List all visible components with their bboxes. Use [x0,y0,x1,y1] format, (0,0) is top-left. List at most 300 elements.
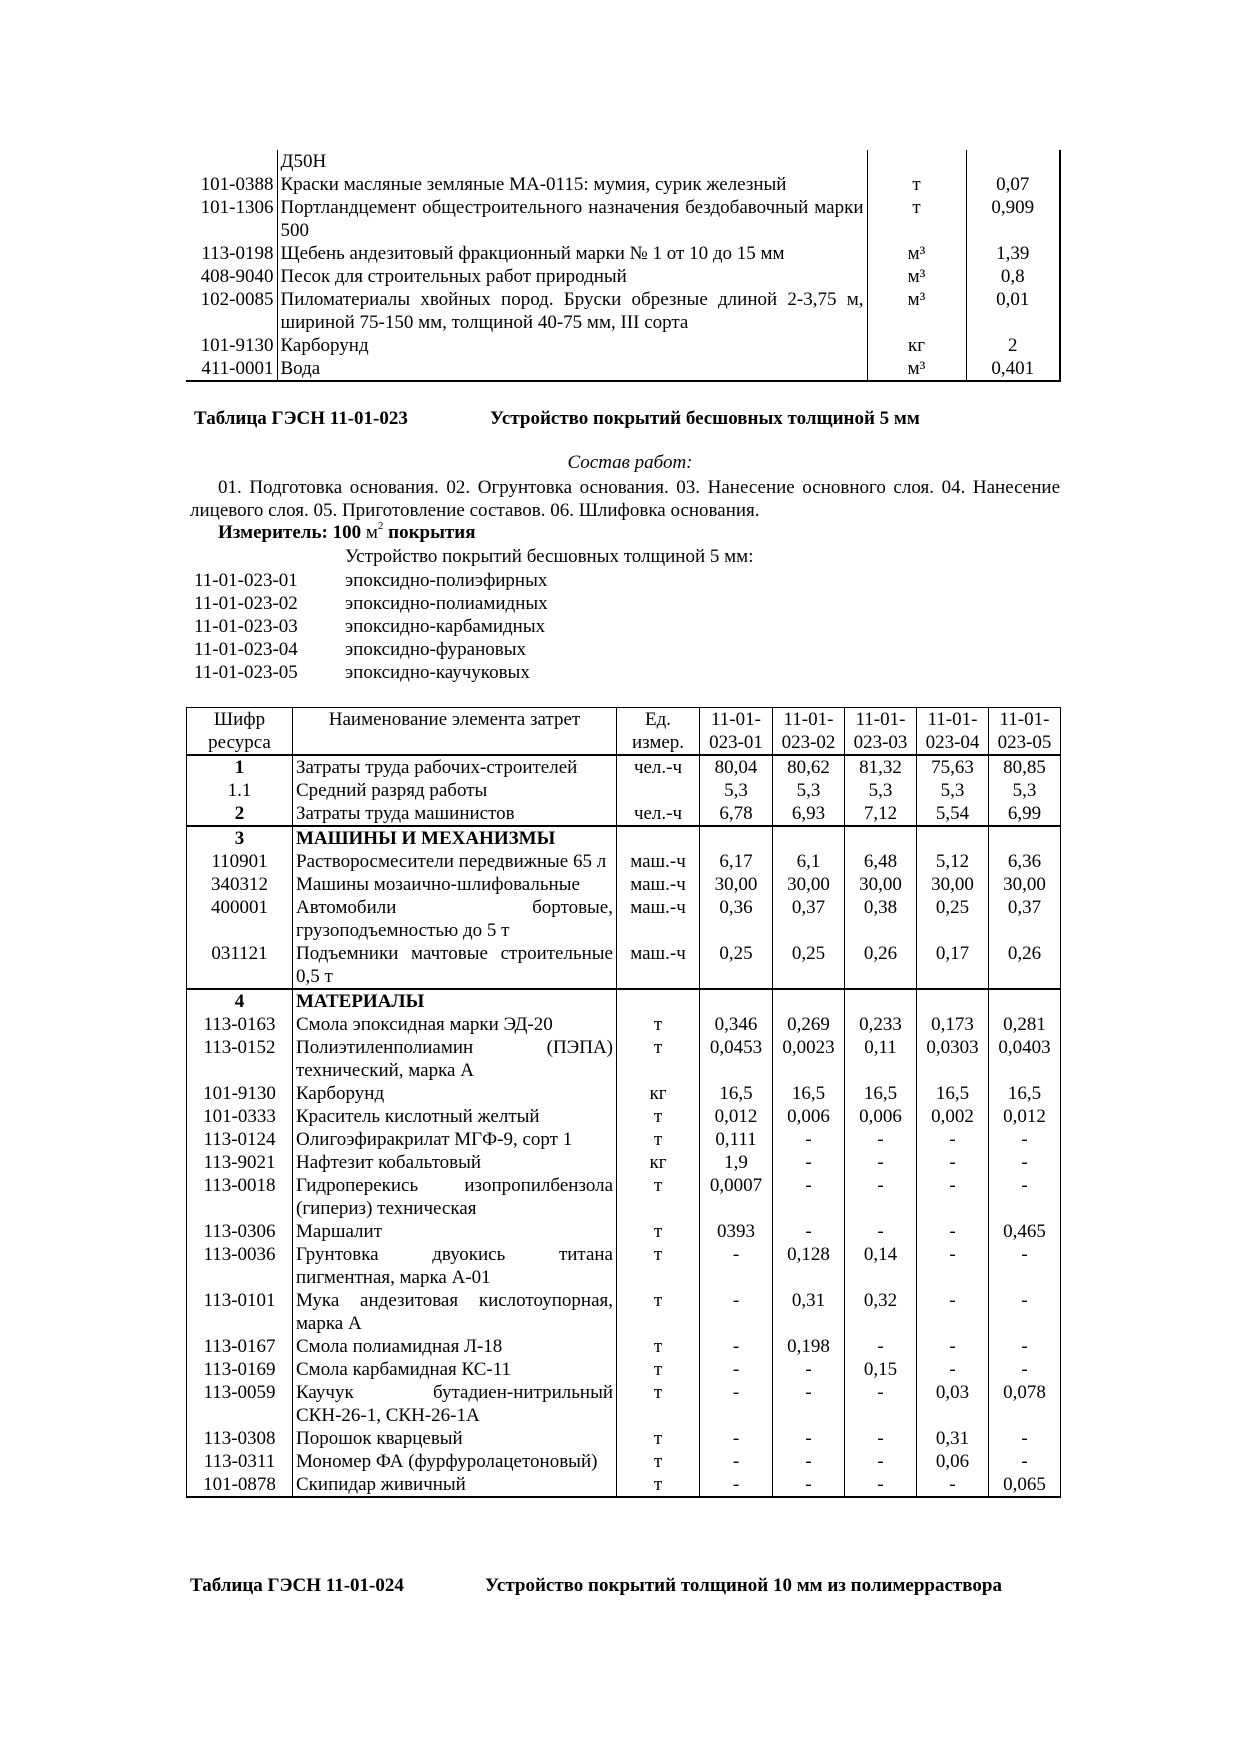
row-value-2: 0,25 [773,942,845,989]
resource-qty: 0,01 [966,288,1060,334]
row-name: Гидроперекись изопропилбензола (гипериз) техническая [293,1174,617,1220]
row-value-5: 0,37 [989,896,1061,942]
row-value-2: - [773,1174,845,1220]
row-value-2: - [773,1358,845,1381]
table-row [187,755,1061,779]
meter-line [218,522,475,544]
row-value-2: - [773,1450,845,1473]
row-value-3: 0,38 [845,896,917,942]
row-unit: чел.-ч [617,755,700,779]
resource-qty: 0,07 [966,173,1060,196]
row-value-3: 0,233 [845,1013,917,1036]
row-value-1: - [700,1427,773,1450]
row-value-5: 0,078 [989,1381,1061,1427]
list-item [194,661,548,684]
table-row [187,1105,1061,1128]
row-name: МАШИНЫ И МЕХАНИЗМЫ [293,826,617,850]
row-value-4: - [917,1151,989,1174]
resource-name: Щебень андезитовый фракционный марки № 1 от 10 до 15 мм [277,242,867,265]
row-unit: т [617,1335,700,1358]
row-value-2: - [773,1381,845,1427]
row-value-2: 0,31 [773,1289,845,1335]
row-value-1: - [700,1473,773,1497]
row-value-5: 0,0403 [989,1036,1061,1082]
resource-name: Карборунд [277,334,867,357]
row-value-2: - [773,1220,845,1243]
table-row [187,1128,1061,1151]
row-value-4: 30,00 [917,873,989,896]
table-row [187,1381,1061,1427]
row-code: 113-0308 [187,1427,293,1450]
row-value-5: - [989,1128,1061,1151]
row-value-4: - [917,1243,989,1289]
meter-unit-sup: 2 [377,520,384,532]
variant-code: 11-01-023-05 [194,662,298,683]
variant-code: 11-01-023-03 [194,616,298,637]
resource-table [186,707,1061,1498]
table-row [187,1151,1061,1174]
header-variant-4: 11-01-023-04 [917,708,989,756]
row-name: Маршалит [293,1220,617,1243]
row-value-4: 5,12 [917,850,989,873]
resource-qty: 0,8 [966,265,1060,288]
resource-unit: т [867,173,966,196]
row-value-4: 5,3 [917,779,989,802]
row-value-3: 0,15 [845,1358,917,1381]
resource-qty [966,150,1060,173]
row-value-5: 80,85 [989,755,1061,779]
resource-name: Краски масляные земляные МА-0115: мумия, сурик железный [277,173,867,196]
row-name: Карборунд [293,1082,617,1105]
row-unit [617,989,700,1013]
row-code: 113-0163 [187,1013,293,1036]
resource-qty: 0,401 [966,357,1060,381]
row-value-5: 0,012 [989,1105,1061,1128]
row-code: 113-0311 [187,1450,293,1473]
row-value-3: - [845,1381,917,1427]
row-value-4: 0,002 [917,1105,989,1128]
row-value-3: - [845,1427,917,1450]
table-row [187,779,1061,802]
table-row [187,1289,1061,1335]
row-unit: т [617,1473,700,1497]
row-code: 113-0169 [187,1358,293,1381]
row-code: 113-9021 [187,1151,293,1174]
table-row [186,357,1060,381]
resource-unit: кг [867,334,966,357]
row-value-5: 6,36 [989,850,1061,873]
row-value-4: - [917,1473,989,1497]
row-name: Нафтезит кобальтовый [293,1151,617,1174]
row-value-2 [773,989,845,1013]
table-row [187,1358,1061,1381]
row-value-4: 0,25 [917,896,989,942]
row-value-1: - [700,1335,773,1358]
table-row [186,242,1060,265]
row-value-1: - [700,1243,773,1289]
row-value-5: - [989,1335,1061,1358]
row-code: 340312 [187,873,293,896]
row-value-5: - [989,1289,1061,1335]
next-table-title-heading: Устройство покрытий толщиной 10 мм из полимерраствора [485,1575,1002,1596]
row-value-1: 0,36 [700,896,773,942]
row-name: Затраты труда рабочих-строителей [293,755,617,779]
row-name: МАТЕРИАЛЫ [293,989,617,1013]
table-row [187,1473,1061,1497]
row-value-1: 0,0007 [700,1174,773,1220]
resource-code: 101-1306 [200,197,274,218]
row-code: 110901 [187,850,293,873]
row-value-3: 5,3 [845,779,917,802]
resource-name: Пиломатериалы хвойных пород. Бруски обрезные длиной 2-3,75 м, шириной 75-150 мм, толщиной 40-75 мм, III сорта [277,288,867,334]
resource-name: Вода [277,357,867,381]
resource-unit: т [867,196,966,242]
row-name: Мономер ФА (фурфуролацетоновый) [293,1450,617,1473]
row-value-5: 16,5 [989,1082,1061,1105]
row-code: 113-0306 [187,1220,293,1243]
table-row [187,1036,1061,1082]
row-code: 113-0101 [187,1289,293,1335]
meter-label: Измеритель: 100 [218,522,366,543]
row-value-3: 0,006 [845,1105,917,1128]
row-name: Полиэтиленполиамин (ПЭПА) технический, марка А [293,1036,617,1082]
row-value-1: 80,04 [700,755,773,779]
table-row [187,873,1061,896]
row-name: Каучук бутадиен-нитрильный СКН-26-1, СКН-26-1А [293,1381,617,1427]
row-code: 101-0878 [187,1473,293,1497]
row-unit: т [617,1036,700,1082]
row-name: Автомобили бортовые, грузоподъемностью до 5 т [293,896,617,942]
row-value-4: - [917,1335,989,1358]
resource-unit: м³ [867,288,966,334]
row-value-1: 1,9 [700,1151,773,1174]
row-value-3: - [845,1335,917,1358]
row-value-1: 6,17 [700,850,773,873]
row-value-3: - [845,1220,917,1243]
row-value-3: 0,26 [845,942,917,989]
row-value-4: 0,17 [917,942,989,989]
resource-code: 101-0388 [200,174,274,195]
header-unit: Ед. измер. [617,708,700,756]
header-variant-2: 11-01-023-02 [773,708,845,756]
row-value-4: 0,173 [917,1013,989,1036]
row-value-5 [989,989,1061,1013]
row-value-5: - [989,1174,1061,1220]
list-item [194,615,548,638]
row-value-5: - [989,1151,1061,1174]
table-row [187,1243,1061,1289]
row-value-1: 0393 [700,1220,773,1243]
resource-qty: 0,909 [966,196,1060,242]
row-value-5: 30,00 [989,873,1061,896]
row-value-3 [845,989,917,1013]
row-name: Порошок кварцевый [293,1427,617,1450]
row-value-2: 16,5 [773,1082,845,1105]
row-value-5: 0,281 [989,1013,1061,1036]
row-unit: чел.-ч [617,802,700,826]
row-value-3: 0,14 [845,1243,917,1289]
row-value-3: 0,11 [845,1036,917,1082]
row-code: 2 [187,802,293,826]
composition-title: Состав работ: [567,452,693,473]
variant-name: эпоксидно-фурановых [345,639,527,660]
row-unit: маш.-ч [617,896,700,942]
table-row [187,1450,1061,1473]
row-unit: т [617,1289,700,1335]
row-name: Грунтовка двуокись титана пигментная, марка А-01 [293,1243,617,1289]
row-unit [617,826,700,850]
row-value-1 [700,989,773,1013]
row-code: 1.1 [187,779,293,802]
row-name: Затраты труда машинистов [293,802,617,826]
row-code: 4 [187,989,293,1013]
table-title-heading: Устройство покрытий бесшовных толщиной 5 мм [490,408,920,429]
row-code: 113-0124 [187,1128,293,1151]
row-value-2: - [773,1427,845,1450]
row-name: Скипидар живичный [293,1473,617,1497]
variant-code: 11-01-023-02 [194,593,298,614]
list-item [194,569,548,592]
row-value-1: 0,346 [700,1013,773,1036]
table-row [187,1174,1061,1220]
table-row [186,288,1060,334]
row-value-4: - [917,1289,989,1335]
row-value-3: 7,12 [845,802,917,826]
row-value-4: 5,54 [917,802,989,826]
row-value-2: 80,62 [773,755,845,779]
resource-code: 408-9040 [200,266,274,287]
meter-suffix: покрытия [383,522,476,543]
row-unit: т [617,1427,700,1450]
row-value-3: 0,32 [845,1289,917,1335]
row-name: Подъемники мачтовые строительные 0,5 т [293,942,617,989]
row-value-2: 6,93 [773,802,845,826]
row-value-3: 6,48 [845,850,917,873]
row-value-3: - [845,1473,917,1497]
list-item [194,638,548,661]
row-code: 113-0167 [187,1335,293,1358]
row-name: Смола полиамидная Л-18 [293,1335,617,1358]
row-name: Смола карбамидная КС-11 [293,1358,617,1381]
row-code: 113-0018 [187,1174,293,1220]
row-code: 113-0152 [187,1036,293,1082]
resource-code: 113-0198 [201,243,274,264]
row-value-2: 0,37 [773,896,845,942]
row-name: Средний разряд работы [293,779,617,802]
row-unit: маш.-ч [617,850,700,873]
row-value-4: 0,0303 [917,1036,989,1082]
row-code: 113-0036 [187,1243,293,1289]
row-value-2: - [773,1128,845,1151]
row-value-3: - [845,1450,917,1473]
row-value-1: 0,012 [700,1105,773,1128]
resource-code: 411-0001 [186,357,277,381]
row-value-3: - [845,1174,917,1220]
row-unit: кг [617,1082,700,1105]
table-code-heading: Таблица ГЭСН 11-01-023 [194,408,408,429]
header-name: Наименование элемента затрет [293,708,617,756]
row-name: Машины мозаично-шлифовальные [293,873,617,896]
row-value-2: - [773,1473,845,1497]
table-header-row [187,708,1061,756]
table-row [186,265,1060,288]
row-value-4 [917,826,989,850]
row-value-2: 0,128 [773,1243,845,1289]
row-unit [617,779,700,802]
row-value-4 [917,989,989,1013]
row-name: Мука андезитовая кислотоупорная, марка А [293,1289,617,1335]
row-name: Олигоэфиракрилат МГФ-9, сорт 1 [293,1128,617,1151]
row-value-4: 16,5 [917,1082,989,1105]
resource-name: Д50Н [277,150,867,173]
variant-code: 11-01-023-04 [194,639,298,660]
row-value-1: 0,111 [700,1128,773,1151]
row-value-4: 0,31 [917,1427,989,1450]
row-value-4: - [917,1128,989,1151]
row-value-1: 5,3 [700,779,773,802]
row-value-2: 6,1 [773,850,845,873]
row-value-1: 16,5 [700,1082,773,1105]
row-value-3: 16,5 [845,1082,917,1105]
row-unit: маш.-ч [617,942,700,989]
table-row [186,196,1060,242]
table-row [187,850,1061,873]
next-table-code-heading: Таблица ГЭСН 11-01-024 [190,1575,404,1596]
row-code: 113-0059 [187,1381,293,1427]
resource-unit: м³ [867,242,966,265]
variant-code: 11-01-023-01 [194,570,298,591]
row-value-4: 0,03 [917,1381,989,1427]
variants-intro: Устройство покрытий бесшовных толщиной 5 мм: [345,546,754,567]
row-code: 400001 [187,896,293,942]
row-value-3: 30,00 [845,873,917,896]
row-code: 031121 [187,942,293,989]
row-value-2: 0,269 [773,1013,845,1036]
table-row [187,802,1061,826]
variant-name: эпоксидно-карбамидных [345,616,546,637]
row-value-4: - [917,1220,989,1243]
row-value-1 [700,826,773,850]
row-code: 1 [187,755,293,779]
row-unit: маш.-ч [617,873,700,896]
row-unit: т [617,1128,700,1151]
row-name: Смола эпоксидная марки ЭД-20 [293,1013,617,1036]
row-value-1: 6,78 [700,802,773,826]
row-unit: кг [617,1151,700,1174]
row-value-5: 6,99 [989,802,1061,826]
resource-unit [867,150,966,173]
header-variant-5: 11-01-023-05 [989,708,1061,756]
table-row [187,1220,1061,1243]
table-row [187,826,1061,850]
row-value-1: - [700,1381,773,1427]
table-row [187,896,1061,942]
row-value-4: 75,63 [917,755,989,779]
table-row [187,1427,1061,1450]
resource-name: Песок для строительных работ природный [277,265,867,288]
table-row [187,1013,1061,1036]
row-value-1: - [700,1358,773,1381]
row-value-4: 0,06 [917,1450,989,1473]
row-value-5: 0,065 [989,1473,1061,1497]
composition-text: 01. Подготовка основания. 02. Огрунтовка основания. 03. Нанесение основного слоя. 04. Нанесение лицевого слоя. 05. Приготовление составов. 06. Шлифовка основания. [190,477,1060,521]
table-row [187,1082,1061,1105]
row-name: Краситель кислотный желтый [293,1105,617,1128]
row-value-1: - [700,1450,773,1473]
row-value-1: - [700,1289,773,1335]
row-value-2: 0,0023 [773,1036,845,1082]
row-value-4: - [917,1358,989,1381]
row-unit: т [617,1013,700,1036]
header-variant-1: 11-01-023-01 [700,708,773,756]
header-code: Шифр ресурса [187,708,293,756]
row-code: 3 [187,826,293,850]
row-value-2: 0,198 [773,1335,845,1358]
row-value-5: - [989,1427,1061,1450]
row-unit: т [617,1450,700,1473]
row-unit: т [617,1358,700,1381]
resource-qty: 1,39 [966,242,1060,265]
row-value-5: - [989,1243,1061,1289]
table-row [186,334,1060,357]
row-value-5 [989,826,1061,850]
row-code: 101-9130 [187,1082,293,1105]
variant-name: эпоксидно-каучуковых [345,662,530,683]
row-value-3: - [845,1151,917,1174]
resource-code [186,150,277,173]
top-resource-table [186,150,1061,382]
row-value-5: - [989,1358,1061,1381]
table-row [187,1335,1061,1358]
list-item [194,592,548,615]
row-value-5: - [989,1450,1061,1473]
table-row [186,173,1060,196]
row-unit: т [617,1105,700,1128]
table-row [187,942,1061,989]
row-value-2: - [773,1151,845,1174]
row-value-2: 5,3 [773,779,845,802]
resource-qty: 2 [966,334,1060,357]
variant-name: эпоксидно-полиэфирных [345,570,548,591]
row-value-4: - [917,1174,989,1220]
row-value-2: 30,00 [773,873,845,896]
row-value-1: 0,25 [700,942,773,989]
row-value-2 [773,826,845,850]
variant-name: эпоксидно-полиамидных [345,593,548,614]
row-unit: т [617,1174,700,1220]
resource-code: 102-0085 [200,289,274,310]
row-value-1: 30,00 [700,873,773,896]
meter-unit: м [365,522,378,543]
row-value-2: 0,006 [773,1105,845,1128]
table-row [186,150,1060,173]
resource-code: 101-9130 [200,335,274,356]
resource-unit: м³ [867,265,966,288]
row-value-5: 0,465 [989,1220,1061,1243]
row-code: 101-0333 [187,1105,293,1128]
resource-name: Портландцемент общестроительного назначения бездобавочный марки 500 [277,196,867,242]
row-value-3: - [845,1128,917,1151]
row-value-3 [845,826,917,850]
row-unit: т [617,1220,700,1243]
resource-unit: м³ [867,357,966,381]
row-value-1: 0,0453 [700,1036,773,1082]
row-unit: т [617,1243,700,1289]
row-name: Растворосмесители передвижные 65 л [293,850,617,873]
table-row [187,989,1061,1013]
row-value-3: 81,32 [845,755,917,779]
row-value-5: 5,3 [989,779,1061,802]
